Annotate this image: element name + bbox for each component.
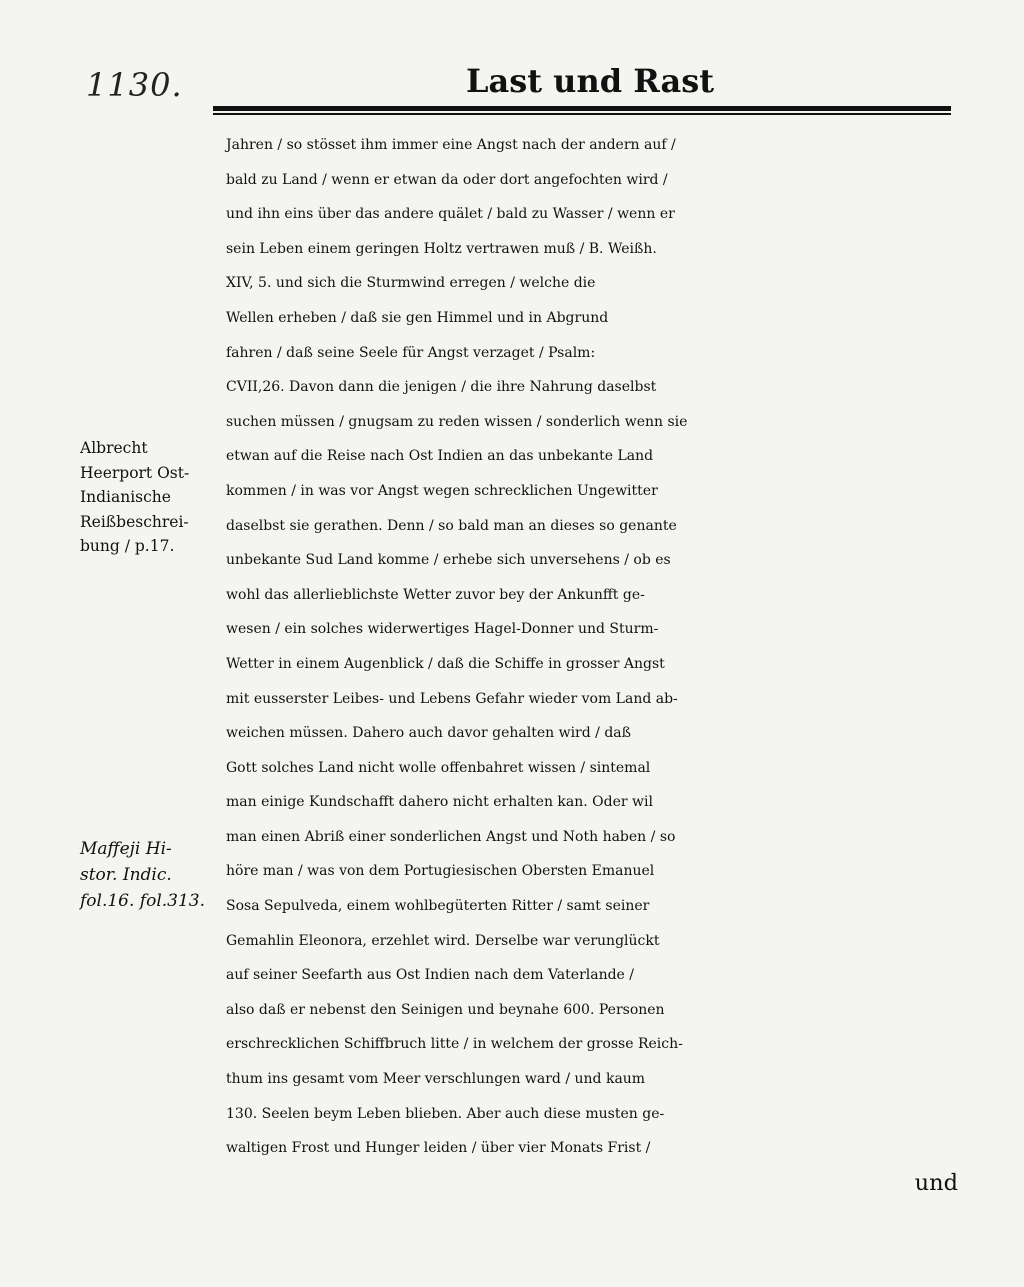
marginal-line: bung / p.17. bbox=[80, 537, 175, 555]
marginal-line: Heerport Ost- bbox=[80, 463, 190, 482]
text-line: wohl das allerlieblichste Wetter zuvor bey der Ankunfft ge- bbox=[226, 586, 645, 603]
text-line: auf seiner Seefarth aus Ost Indien nach dem Vaterlande / bbox=[226, 967, 635, 984]
text-line: kommen / in was vor Angst wegen schrecklichen Ungewitter bbox=[226, 482, 658, 499]
text-line: daselbst sie gerathen. Denn / so bald man an dieses so genante bbox=[226, 517, 677, 534]
text-line: also daß er nebenst den Seinigen und beynahe 600. Personen bbox=[226, 1001, 665, 1018]
marginal-line: Reißbeschrei- bbox=[80, 512, 189, 531]
text-line: man einige Kundschafft dahero nicht erhalten kan. Oder wil bbox=[226, 794, 653, 811]
text-line: man einen Abriß einer sonderlichen Angst und Noth haben / so bbox=[226, 828, 676, 845]
text-line: suchen müssen / gnugsam zu reden wissen / sonderlich wenn sie bbox=[226, 413, 688, 430]
text-line: fahren / daß seine Seele für Angst verzaget / Psalm: bbox=[226, 344, 596, 361]
text-line: Wetter in einem Augenblick / daß die Schiffe in grosser Angst bbox=[226, 655, 665, 672]
marginal-line: Indianische bbox=[80, 488, 171, 506]
running-title: Last und Rast bbox=[466, 62, 715, 100]
page-number: 1130. bbox=[86, 66, 183, 104]
marginal-note-maffei bbox=[80, 836, 220, 914]
text-line: XIV, 5. und sich die Sturmwind erregen / welche die bbox=[226, 275, 596, 292]
text-line: Gott solches Land nicht wolle offenbahret wissen / sintemal bbox=[226, 759, 651, 776]
text-line: wesen / ein solches widerwertiges Hagel-Donner und Sturm- bbox=[226, 621, 659, 638]
marginal-note-heerport bbox=[80, 436, 220, 559]
header-rule bbox=[213, 106, 951, 115]
marginal-line: Maffeji Hi- bbox=[80, 839, 172, 859]
marginal-line: Albrecht bbox=[80, 439, 148, 457]
text-line: thum ins gesamt vom Meer verschlungen ward / und kaum bbox=[226, 1071, 646, 1088]
text-line: waltigen Frost und Hunger leiden / über vier Monats Frist / bbox=[226, 1140, 651, 1157]
text-line: weichen müssen. Dahero auch davor gehalten wird / daß bbox=[226, 725, 631, 742]
text-line: etwan auf die Reise nach Ost Indien an das unbekante Land bbox=[226, 448, 654, 465]
text-line: 130. Seelen beym Leben blieben. Aber auch diese musten ge- bbox=[226, 1105, 665, 1122]
text-line: unbekante Sud Land komme / erhebe sich unversehens / ob es bbox=[226, 552, 671, 569]
catchword: und bbox=[914, 1169, 958, 1196]
body-text bbox=[226, 128, 966, 1200]
text-line: Jahren / so stösset ihm immer eine Angst nach der andern auf / bbox=[226, 137, 676, 153]
text-line: und ihn eins über das andere quälet / bald zu Wasser / wenn er bbox=[226, 206, 675, 223]
text-line: Wellen erheben / daß sie gen Himmel und in Abgrund bbox=[226, 309, 609, 326]
text-line: sein Leben einem geringen Holtz vertrawen muß / B. Weißh. bbox=[226, 240, 657, 257]
text-line: höre man / was von dem Portugiesischen Obersten Emanuel bbox=[226, 863, 655, 880]
marginal-line: stor. Indic. bbox=[80, 865, 172, 885]
text-line: bald zu Land / wenn er etwan da oder dort angefochten wird / bbox=[226, 171, 668, 188]
marginal-line: fol.16. fol.313. bbox=[80, 891, 206, 911]
text-line: Sosa Sepulveda, einem wohlbegüterten Ritter / samt seiner bbox=[226, 898, 650, 915]
text-line: CVII,26. Davon dann die jenigen / die ihre Nahrung daselbst bbox=[226, 379, 657, 396]
text-line: Gemahlin Eleonora, erzehlet wird. Derselbe war verunglückt bbox=[226, 932, 660, 949]
text-line: erschrecklichen Schiffbruch litte / in welchem der grosse Reich- bbox=[226, 1036, 683, 1053]
text-line: mit eusserster Leibes- und Lebens Gefahr wieder vom Land ab- bbox=[226, 690, 678, 707]
